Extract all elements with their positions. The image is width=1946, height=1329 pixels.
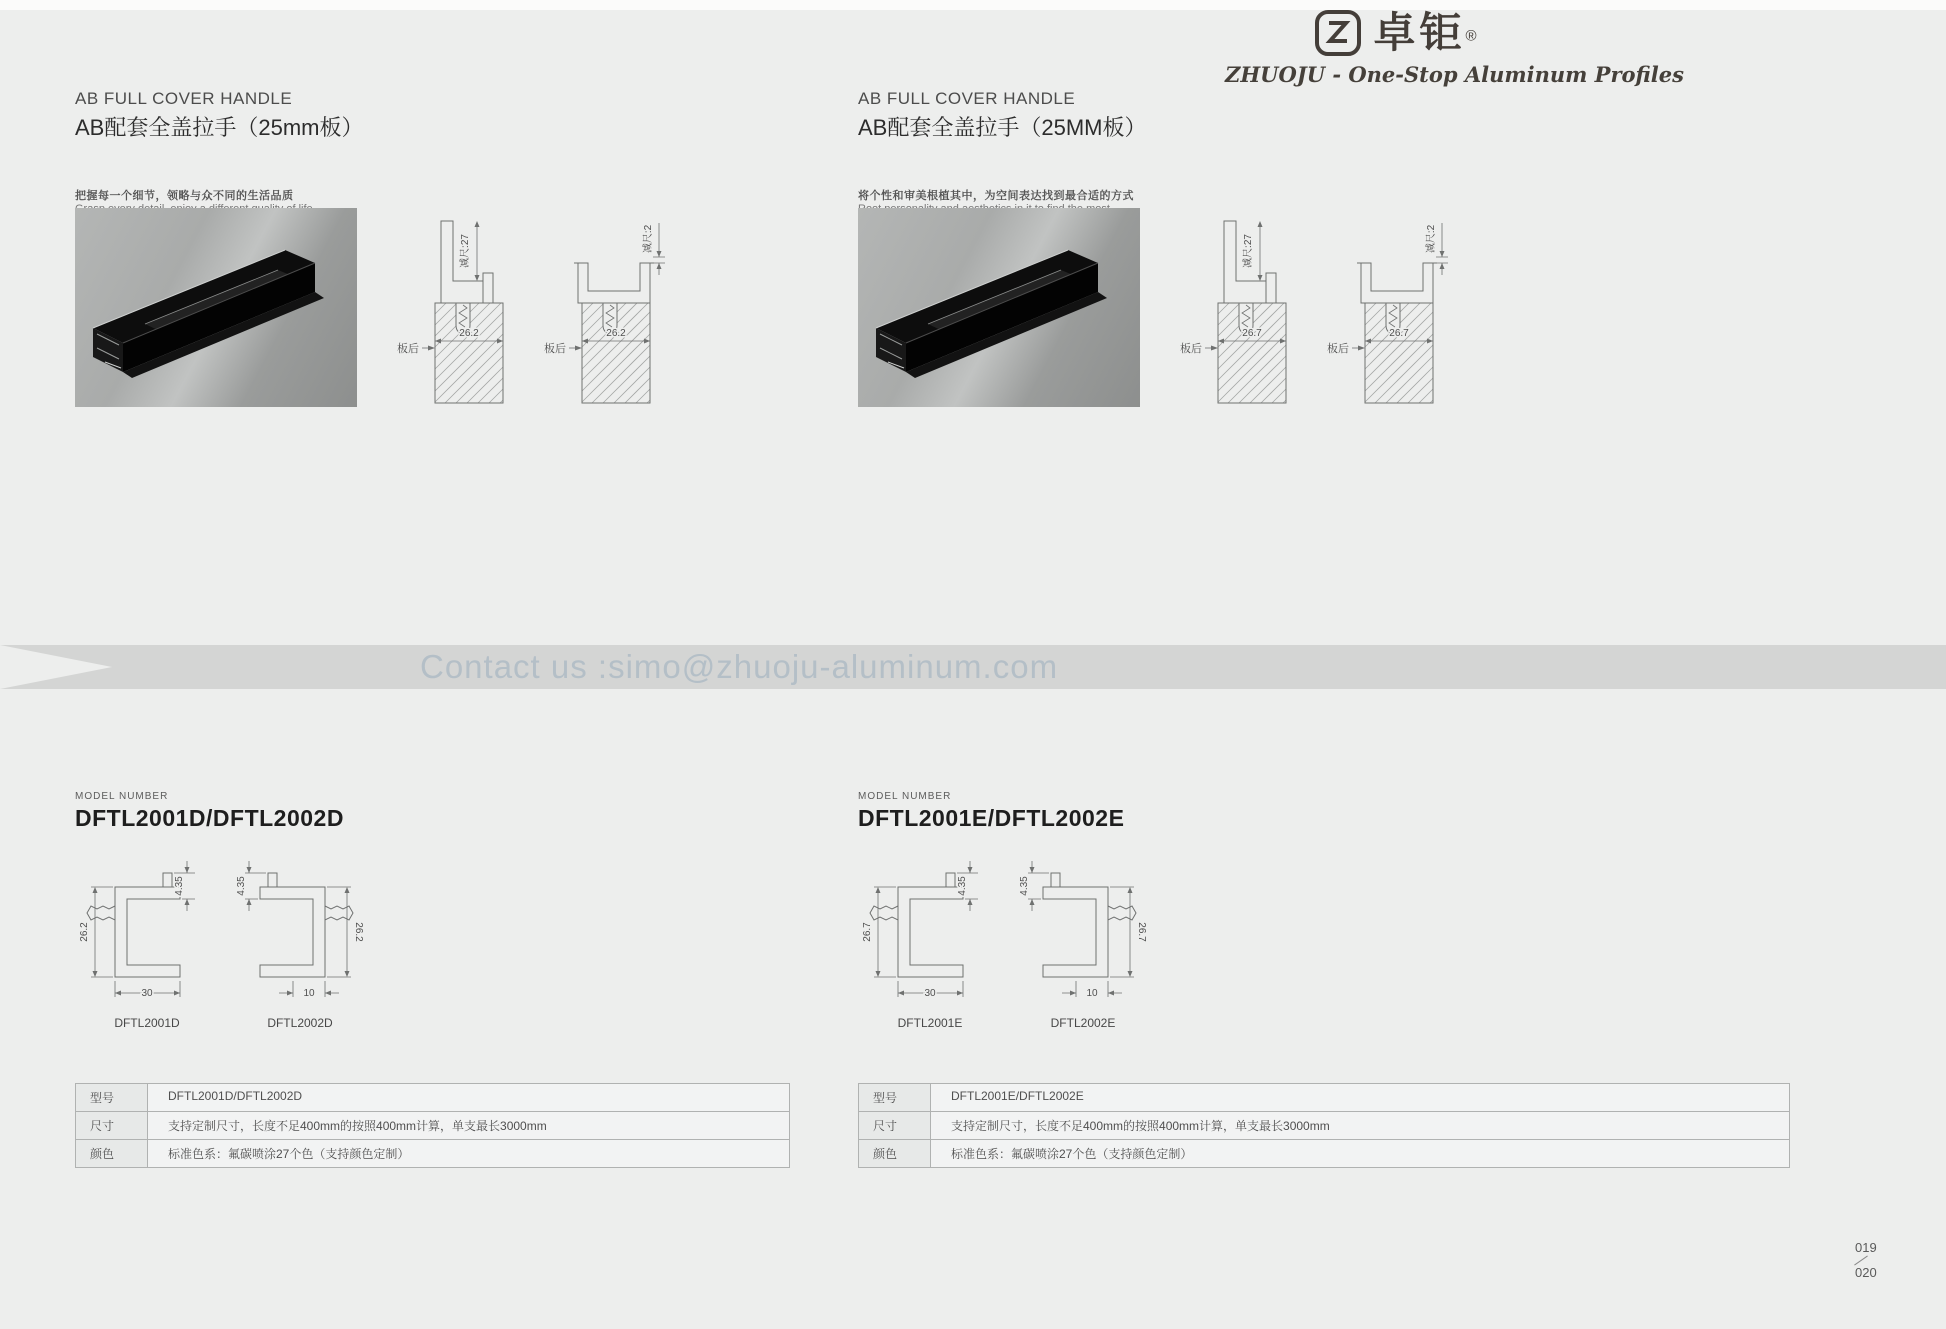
- top-strip: [0, 0, 1946, 10]
- installation-drawing: [397, 203, 667, 413]
- section-title-cn: AB配套全盖拉手（25MM板）: [858, 115, 1147, 140]
- table-row: [859, 1084, 1789, 1111]
- table-row: [859, 1111, 1789, 1139]
- model-number: DFTL2001D/DFTL2002D: [75, 805, 344, 831]
- spec-value: 支持定制尺寸，长度不足400mm的按照400mm计算，单支最长3000mm: [148, 1112, 789, 1139]
- panel-rear-label-2: 板后: [544, 343, 566, 355]
- product-photo: [75, 208, 357, 407]
- dim-width-1: 30: [924, 988, 936, 999]
- spec-value: 标准色系：氟碳喷涂27个色（支持颜色定制）: [931, 1140, 1789, 1167]
- installation-drawing: [1180, 203, 1450, 413]
- logo-tagline: ZHUOJU - One-Stop Aluminum Profiles: [1225, 62, 1684, 87]
- profile-cross-section-diagram: [75, 857, 365, 1042]
- contact-email-text[interactable]: Contact us :simo@zhuoju-aluminum.com: [420, 648, 1059, 685]
- spec-key: 型号: [76, 1084, 148, 1111]
- aluminum-profile-render: [75, 208, 357, 407]
- zhuoju-logo-icon: [1313, 8, 1363, 58]
- spec-key: 颜色: [859, 1140, 931, 1167]
- spec-value: 标准色系：氟碳喷涂27个色（支持颜色定制）: [148, 1140, 789, 1167]
- dim-lip-2: 4.35: [236, 876, 247, 896]
- section-title-cn: AB配套全盖拉手（25mm板）: [75, 115, 364, 140]
- registered-mark: ®: [1465, 27, 1477, 45]
- dim-reduce-full: 减尺:27: [460, 234, 471, 268]
- section-desc-cn: 将个性和审美根植其中，为空间表达找到最合适的方式: [858, 190, 1134, 202]
- aluminum-profile-render: [858, 208, 1140, 407]
- spec-value: DFTL2001E/DFTL2002E: [931, 1084, 1789, 1111]
- spec-table: [858, 1083, 1790, 1168]
- dim-reduce-small: 减尺:2: [1426, 224, 1437, 254]
- dim-width-2: 10: [1086, 988, 1098, 999]
- table-row: [76, 1139, 789, 1167]
- dim-width-2: 10: [303, 988, 315, 999]
- dim-panel-width-1: 26.2: [459, 328, 479, 339]
- dim-height-right: 26.2: [353, 922, 364, 942]
- contact-banner: [0, 645, 1946, 689]
- page-number: [1855, 1240, 1877, 1280]
- dim-width-1: 30: [141, 988, 153, 999]
- dim-height-left: 26.7: [862, 922, 873, 942]
- dim-height-left: 26.2: [79, 922, 90, 942]
- panel-rear-label-2: 板后: [1327, 343, 1349, 355]
- table-row: [859, 1139, 1789, 1167]
- dim-panel-width-2: 26.2: [606, 328, 626, 339]
- panel-rear-label-1: 板后: [397, 343, 419, 355]
- spec-value: DFTL2001D/DFTL2002D: [148, 1084, 789, 1111]
- logo-mark-text: 卓钜®: [1373, 9, 1477, 56]
- model-number-label: MODEL NUMBER: [75, 791, 169, 802]
- spec-table: [75, 1083, 790, 1168]
- profile-name-1: DFTL2001D: [114, 1016, 180, 1030]
- spec-key: 尺寸: [859, 1112, 931, 1139]
- dim-lip-1: 4.35: [174, 876, 185, 896]
- product-photo: [858, 208, 1140, 407]
- brand-logo: [1225, 8, 1684, 87]
- table-row: [76, 1084, 789, 1111]
- dim-reduce-small: 减尺:2: [643, 224, 654, 254]
- profile-cross-section-diagram: [858, 857, 1148, 1042]
- dim-panel-width-2: 26.7: [1389, 328, 1409, 339]
- profile-name-2: DFTL2002D: [267, 1016, 333, 1030]
- profile-name-1: DFTL2001E: [897, 1016, 963, 1030]
- section-desc-cn: 把握每一个细节，领略与众不同的生活品质: [75, 190, 294, 202]
- page-number-top: 019: [1855, 1240, 1877, 1255]
- model-number: DFTL2001E/DFTL2002E: [858, 805, 1125, 831]
- dim-lip-2: 4.35: [1019, 876, 1030, 896]
- spec-key: 颜色: [76, 1140, 148, 1167]
- page-number-divider: [1854, 1256, 1868, 1266]
- dim-reduce-full: 减尺:27: [1243, 234, 1254, 268]
- spec-key: 尺寸: [76, 1112, 148, 1139]
- dim-panel-width-1: 26.7: [1242, 328, 1262, 339]
- page-number-bottom: 020: [1855, 1265, 1877, 1280]
- model-number-label: MODEL NUMBER: [858, 791, 952, 802]
- dim-height-right: 26.7: [1136, 922, 1147, 942]
- dim-lip-1: 4.35: [957, 876, 968, 896]
- section-title-en: AB FULL COVER HANDLE: [75, 89, 293, 108]
- spec-key: 型号: [859, 1084, 931, 1111]
- table-row: [76, 1111, 789, 1139]
- panel-rear-label-1: 板后: [1180, 343, 1202, 355]
- section-title-en: AB FULL COVER HANDLE: [858, 89, 1076, 108]
- profile-name-2: DFTL2002E: [1050, 1016, 1116, 1030]
- spec-value: 支持定制尺寸，长度不足400mm的按照400mm计算，单支最长3000mm: [931, 1112, 1789, 1139]
- banner-arrow-notch: [0, 645, 112, 689]
